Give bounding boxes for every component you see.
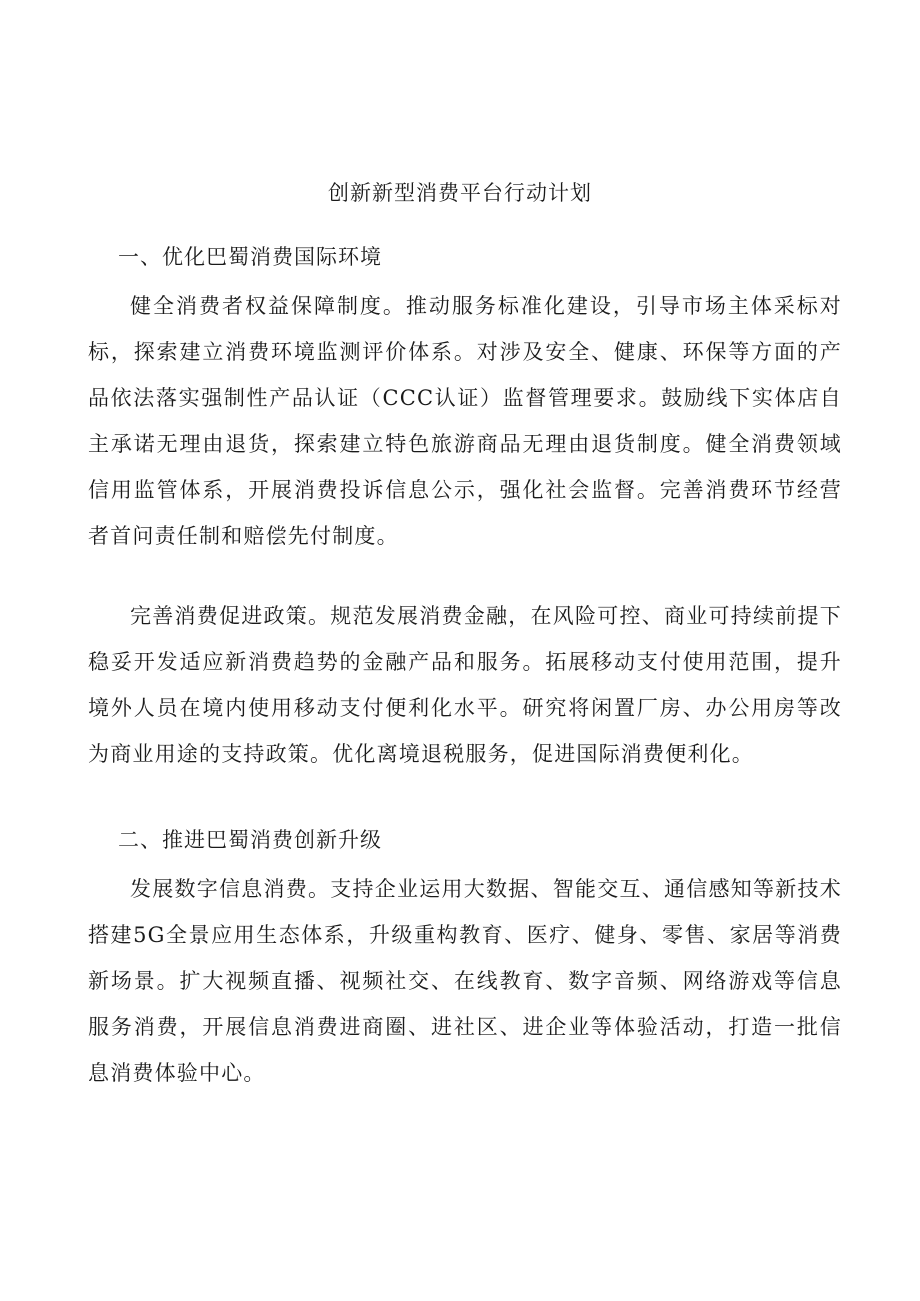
paragraph: 发展数字信息消费。支持企业运用大数据、智能交互、通信感知等新技术搭建5G全景应用生态体系，升级重构教育、医疗、健身、零售、家居等消费新场景。扩大视频直播、视频社交、在线教育、数字音频、网络游戏等信息服务消费，开展信息消费进商圈、进社区、进企业等体验活动，打造一批信息消费体验中心。 — [88, 877, 842, 1085]
paragraph: 健全消费者权益保障制度。推动服务标准化建设，引导市场主体采标对标，探索建立消费环境监测评价体系。对涉及安全、健康、环保等方面的产品依法落实强制性产品认证（CCC认证）监督管理要求。鼓励线下实体店自主承诺无理由退货，探索建立特色旅游商品无理由退货制度。健全消费领域信用监管体系，开展消费投诉信息公示，强化社会监督。完善消费环节经营者首问责任制和赔偿先付制度。 — [88, 294, 842, 548]
paragraph: 完善消费促进政策。规范发展消费金融，在风险可控、商业可持续前提下稳妥开发适应新消费趋势的金融产品和服务。拓展移动支付使用范围，提升境外人员在境内使用移动支付便利化水平。研究将闲置厂房、办公用房等改为商业用途的支持政策。优化离境退税服务，促进国际消费便利化。 — [88, 604, 842, 766]
page-title: 创新新型消费平台行动计划 — [328, 181, 592, 205]
section-heading: 一、优化巴蜀消费国际环境 — [118, 245, 382, 269]
section-heading: 二、推进巴蜀消费创新升级 — [118, 828, 382, 852]
